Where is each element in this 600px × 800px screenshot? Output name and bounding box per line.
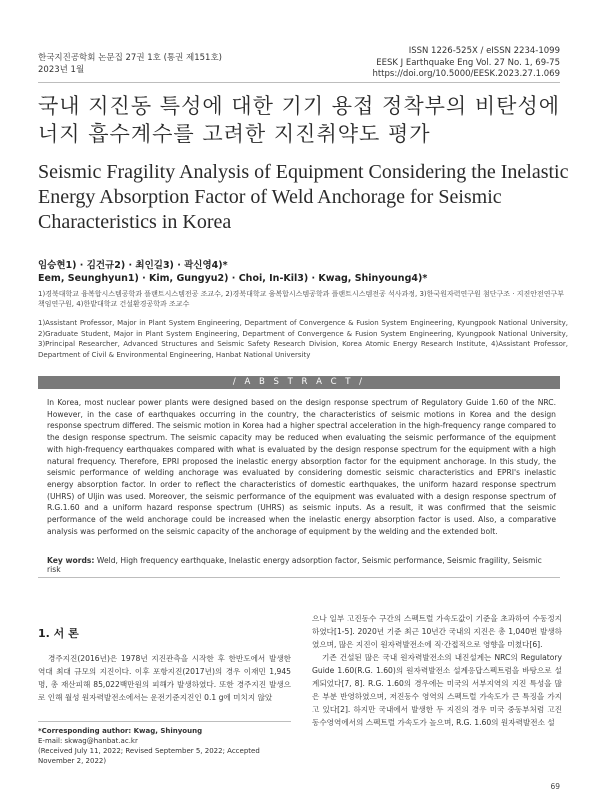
affiliation-english: 1)Assistant Professor, Major in Plant System Engineering, Department of Convergence & Fusion System Engineering, Kyungpook National University, 2)Graduate Student, Major in Plant System Engineering, Department of Convergence & Fusion System Engineering, Kyungpook National University, 3)Principal Researcher, Advanced Structures and Seismic Safety Research Division, Korea Atomic Energy Research Institute, 4)Assistant Professor, Department of Civil & Environmental Engineering, Hanbat National University bbox=[38, 319, 568, 359]
page-number: 69 bbox=[550, 782, 560, 791]
korean-title bbox=[38, 92, 568, 148]
corresponding-author: *Corresponding author: Kwag, Shinyoung bbox=[38, 727, 203, 735]
journal-date: 2023년 1월 bbox=[38, 65, 85, 75]
authors-english: Eem, Seunghyun1) · Kim, Gungyu2) · Choi, In-Kil3) · Kwag, Shinyoung4)* bbox=[38, 273, 428, 284]
journal-volume: 한국지진공학회 논문집 27권 1호 (통권 제151호) bbox=[38, 53, 222, 63]
intro-paragraph-3: 기존 건설된 많은 국내 원자력발전소의 내진설계는 NRC의 Regulatory Guide 1.60(R.G. 1.60)의 원자력발전소 설계응답스펙트럼을 바탕으로 설계되었다[7, 8]. R.G. 1.60의 경우에는 미국의 서부지역의 지진 특성을 많은 부분 반영하였으며, 저진동수 영역의 스펙트럴 가속도가 큰 특징을 가지고 있다[2]. 하지만 국내에서 발생한 두 지진의 경우 미국 중동부처럼 고진동수영역에서의 스펙트럴 가속도가 높으며, R.G. 1.60의 원자력발전소 설 bbox=[312, 653, 562, 727]
issn: ISSN 1226-525X / eISSN 2234-1099 bbox=[408, 46, 560, 56]
header-divider bbox=[38, 82, 560, 83]
journal-citation: EESK J Earthquake Eng Vol. 27 No. 1, 69-75 bbox=[376, 57, 560, 68]
footnote-divider bbox=[38, 721, 291, 722]
authors-korean: 임승현1) · 김건규2) · 최인길3) · 곽신영4)* bbox=[38, 260, 228, 271]
doi-link[interactable]: https://doi.org/10.5000/EESK.2023.27.1.069 bbox=[372, 69, 560, 79]
korean-title-line1: 국내 지진동 특성에 대한 기기 용접 정착부의 비탄성에 bbox=[38, 94, 561, 118]
abstract-body: In Korea, most nuclear power plants were designed based on the design response spectrum of Regulatory Guide 1.60 of the NRC. However, in the case of earthquakes occurring in the country, the characteristics of seismic motions in Korea and the design response spectrum differed. The seismic motion in Korea had a higher spectral acceleration in the high-frequency range compared to the design response spectrum. The seismic capacity may be reduced when evaluating the seismic performance of the equipment with high-frequency earthquakes compared with what is evaluated by the design response spectrum for the equipment with a high natural frequency. Therefore, EPRI proposed the inelastic energy absorption factor for the equipment anchorage. In this study, the seismic performance of welding anchorage was evaluated by considering domestic seismic characteristics and EPRI's inelastic energy absorption factor. In order to reflect the characteristics of domestic earthquakes, the uniform hazard response spectrum (UHRS) of Uljin was used. Moreover, the seismic performance of the equipment was evaluated with a design response spectrum of R.G.1.60 and a uniform hazard response spectrum (UHRS) as seismic inputs. As a result, it was confirmed that the seismic performance of the weld anchorage could be increased when the inelastic energy absorption factor is used. Also, a comparative analysis was performed on the seismic capacity of the anchorage of equipment by the welding and the extended bolt. bbox=[47, 398, 556, 536]
intro-paragraph-1: 경주지진(2016년)은 1978년 지진관측을 시작한 후 한반도에서 발생한 역대 최대 규모의 지진이다. 이후 포항지진(2017년)의 경우 이재민 1,945명, 총 재산피해 85,022백만원의 피해가 발생하였다. 또한 경주지진 발생으로 인해 월성 원자력발전소에서는 운전기준지진인 0.1 g에 미치지 않았 bbox=[38, 654, 291, 702]
section-title-introduction: 1. 서 론 bbox=[38, 627, 79, 640]
intro-paragraph-2: 으나 일부 고진동수 구간의 스펙트럴 가속도값이 기준을 초과하여 수동정지하였다[1-5]. 2020년 기준 최근 10년간 국내의 지진은 총 1,040번 발생하였으며, 많은 지진이 원자력발전소에 직·간접적으로 영향을 미쳤다[6]. bbox=[312, 614, 562, 649]
received-dates: (Received July 11, 2022; Revised September 5, 2022; Accepted November 2, 2022) bbox=[38, 747, 260, 765]
english-title-line1: Seismic Fragility Analysis of Equipment Considering the Inelastic bbox=[38, 161, 569, 183]
english-title bbox=[38, 160, 578, 235]
keywords-list: Weld, High frequency earthquake, Inelastic energy adsorption factor, Seismic performance, Seismic fragility, Seismic risk bbox=[47, 556, 542, 574]
affiliation-korean: 1)경북대학교 융복합시스템공학과 플랜트시스템전공 조교수, 2)경북대학교 융복합시스템공학과 플랜트시스템전공 석사과정, 3)한국원자력연구원 첨단구조 · 지진안전연구부 책임연구원, 4)한밭대학교 건설환경공학과 조교수 bbox=[38, 290, 565, 308]
left-column bbox=[38, 652, 291, 704]
abstract-heading: / A B S T R A C T / bbox=[38, 376, 560, 389]
abstract-divider bbox=[38, 577, 560, 578]
keywords bbox=[47, 556, 556, 574]
author-email[interactable]: E-mail: skwag@hanbat.ac.kr bbox=[38, 737, 138, 745]
english-title-line2: Energy Absorption Factor of Weld Anchorage for Seismic bbox=[38, 186, 502, 208]
korean-title-line2: 너지 흡수계수를 고려한 지진취약도 평가 bbox=[38, 122, 431, 146]
journal-header-left bbox=[38, 52, 222, 76]
right-column bbox=[312, 612, 562, 729]
journal-header-right bbox=[372, 46, 560, 81]
english-title-line3: Characteristics in Korea bbox=[38, 211, 232, 233]
footnote bbox=[38, 726, 298, 766]
keywords-label: Key words: bbox=[47, 556, 95, 565]
